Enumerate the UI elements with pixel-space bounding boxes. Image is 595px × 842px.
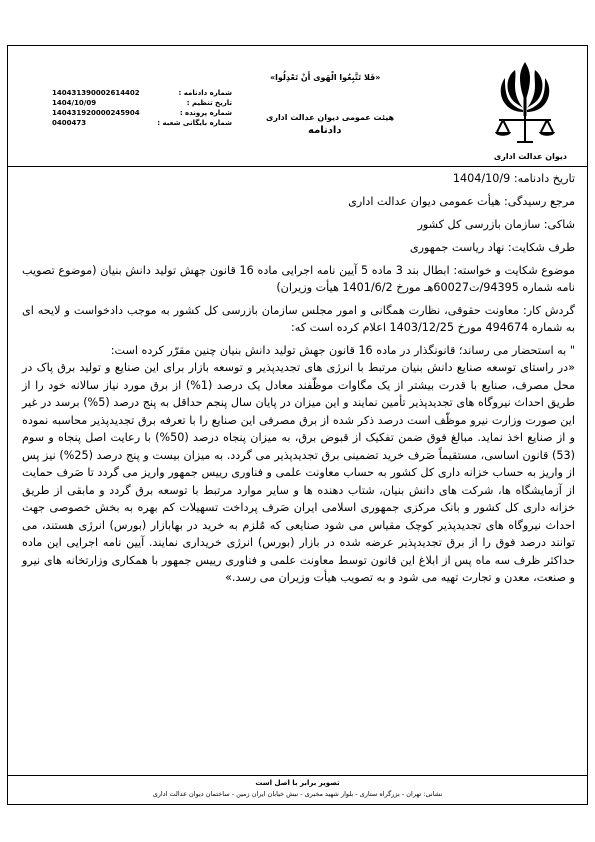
- court-address: نشانی: تهران - بزرگراه ستاری - بلوار شهید مخبری - نبش خیابان ایران زمین - ساختمان دیوان عدالت اداری: [152, 790, 443, 798]
- document-body: [22, 170, 575, 587]
- meta-label: شماره بایگانی شعبه :: [157, 119, 232, 127]
- plaintiff: شاکی: سازمان بازرسی کل کشور: [417, 218, 575, 231]
- meta-label: شماره پرونده :: [179, 109, 232, 117]
- emblem-caption: دیوان عدالت اداری: [493, 152, 567, 161]
- law-quote: «در راستای توسعه صنایع دانش بنیان مرتبط با انرژی های تجدیدپذیر و توسعه بازار برای این صنایع و تولید برق پاک در محل مصرف، صنایع با قدرت بیشتر از یک مگاوات موظّفند معادل یک درصد (1%) از برق مورد نیاز سالانه خود را از طریق احداث نیروگاه های تجدیدپذیر تأمین نمایند و این میزان در پایان سال پنجم حداقل به پنج درصد (5%) برسد در غیر این صورت وزارت نیرو موظّف است درصد ذکر شده از برق مصرفی این صنایع را با تعرفه برق تجدیدپذیر محاسبه نموده و از صنایع اخذ نماید. مبالغ فوق ضمن تفکیک از قبوض برق، به میزان پنجاه درصد (50%) با رعایت اصل پنجاه و سوم (53) قانون اساسی، مستقیماً صَرف خرید تضمینی برق تجدیدپذیر می گردد. به میزان بیست و پنج درصد (25%) نیز پس از واریز به حساب خزانه داری کل کشور به حساب معاونت علمی و فناوری رییس جمهور واریز می گردد تا صَرف حمایت از آزمایشگاه ها، شرکت های دانش بنیان، شتاب دهنده ها و سایر موارد مرتبط با توسعه برق گردد و مابقی از طریق خزانه داری کل کشور و بانک مرکزی جمهوری اسلامی ایران صَرف پرداخت تسهیلات کم بهره به بخش خصوصی جهت احداث نیروگاه های تجدیدپذیر کوچک مقیاس می شود صنایعی که مُلزم به خرید در بهابازار (بورس) انرژی هستند، می توانند درصد فوق را از برق تجدیدپذیر عرضه شده در بازار (بورس) انرژی خریداری نمایند. آیین نامه اجرایی این ماده حداکثر ظرف سه ماه پس از ابلاغ این قانون توسط معاونت علمی و فناوری رییس جمهور با همکاری وزارتخانه های نیرو و صنعت، معدن و تجارت تهیه می شود و به تصویب هیأت وزیران می رسد.»: [22, 361, 576, 584]
- procedure-text: گردش کار: معاونت حقوقی، نظارت همگانی و امور مجلس سازمان بازرسی کل کشور به موجب دادخواست و لایحه ای به شماره 494674 مورخ 1403/12/25 اعلام کرده است که:: [22, 304, 575, 334]
- meta-value: 0400473: [52, 119, 87, 127]
- meta-row: [52, 108, 232, 118]
- meta-value: 140431390002614402: [52, 89, 140, 97]
- meta-row: [52, 88, 232, 98]
- document-header: [8, 46, 587, 167]
- emblem-icon: [485, 58, 565, 146]
- meta-label: شماره دادنامه :: [178, 89, 232, 97]
- referral-authority: مرجع رسیدگی: هیأت عمومی دیوان عدالت اداری: [348, 195, 575, 208]
- doc-type-title: دادنامه: [308, 125, 342, 136]
- meta-row: [52, 98, 232, 108]
- meta-row: [52, 118, 232, 128]
- meta-label: تاریخ تنظیم :: [186, 99, 232, 107]
- law-intro: " به استحضار می رساند؛ قانونگذار در ماده 16 قانون جهش تولید دانش بنیان چنین مقرّر کرده است:: [110, 344, 575, 357]
- meta-value: 1404/10/09: [52, 99, 97, 107]
- bismillah-text: «فَلا تَتَّبِعُوا الْهَوی أَنْ تَعْدِلُوا»: [270, 73, 381, 82]
- certified-copy-note: تصویر برابر با اصل است: [255, 779, 340, 787]
- decision-date: تاریخ دادنامه: 1404/10/9: [452, 172, 575, 185]
- defendant: طرف شکایت: نهاد ریاست جمهوری: [409, 241, 575, 254]
- complaint-subject: موضوع شکایت و خواسته: ابطال بند 3 ماده 5 آیین نامه اجرایی ماده 16 قانون جهش تولید دانش بنیان (موضوع تصویب نامه شماره 94395/ت60027هـ مورخ 1401/6/2 هیأت وزیران): [22, 264, 576, 294]
- document-frame: [7, 45, 588, 805]
- org-name: هیئت عمومی دیوان عدالت اداری: [266, 113, 395, 122]
- case-metadata: [52, 88, 232, 128]
- document-footer: [8, 775, 587, 804]
- meta-value: 140431920000245904: [52, 109, 140, 117]
